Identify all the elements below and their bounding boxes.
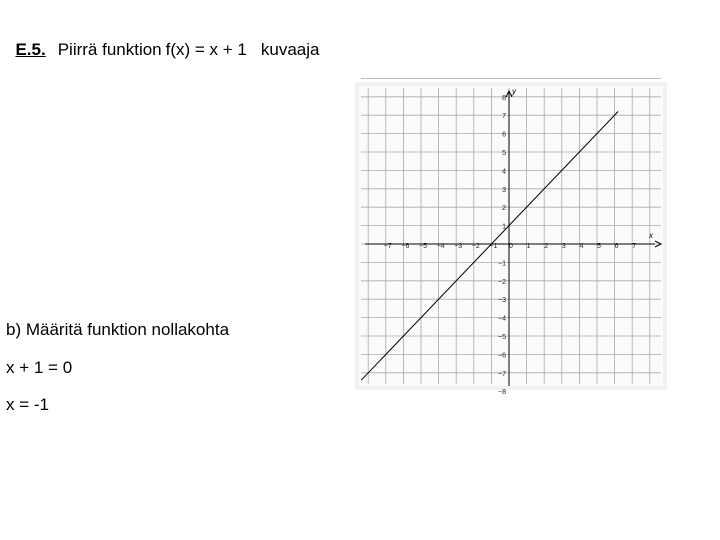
- x-tick-label: 2: [544, 243, 549, 250]
- y-tick-label: −1: [498, 260, 506, 268]
- x-tick-label: −5: [419, 243, 427, 250]
- x-tick-label: −2: [471, 243, 480, 250]
- x-tick-label: 7: [632, 243, 637, 250]
- y-tick-label: 8: [502, 94, 506, 102]
- zero-equation: x + 1 = 0: [6, 358, 73, 377]
- x-tick-label: −7: [383, 243, 392, 250]
- x-tick-label: 5: [597, 243, 601, 250]
- y-tick-label: −2: [498, 278, 506, 286]
- y-tick-label: 5: [502, 150, 506, 157]
- x-tick-label: 6: [614, 243, 619, 250]
- x-tick-label: −1: [489, 243, 498, 250]
- exercise-instruction-suffix: kuvaaja: [260, 40, 320, 59]
- y-tick-label: 7: [502, 113, 506, 121]
- y-tick-label: −4: [498, 315, 506, 323]
- y-tick-label: −5: [498, 334, 506, 341]
- function-graph: [355, 82, 667, 397]
- function-formula: f(x) = x + 1: [165, 40, 247, 59]
- y-tick-label: −8: [498, 389, 506, 397]
- part-b-question: b) Määritä funktion nollakohta: [6, 320, 230, 339]
- exercise-label: E.5.: [15, 40, 46, 59]
- x-tick-label: 0: [509, 243, 513, 250]
- y-tick-label: 4: [502, 168, 506, 176]
- x-tick-label: −3: [454, 243, 463, 250]
- x-tick-label: 4: [579, 243, 584, 250]
- y-tick-label: 6: [502, 131, 506, 139]
- y-tick-label: 2: [502, 205, 506, 213]
- exercise-instruction: Piirrä funktion: [57, 40, 162, 59]
- y-tick-label: 1: [502, 223, 506, 231]
- zero-answer: x = -1: [6, 395, 49, 414]
- exercise-heading: [6, 20, 320, 60]
- y-axis-label: y: [512, 87, 516, 96]
- y-tick-label: 3: [502, 186, 506, 194]
- x-tick-label: 1: [526, 243, 531, 250]
- x-tick-label: −6: [401, 243, 410, 250]
- y-tick-label: −6: [498, 352, 506, 360]
- y-tick-label: −3: [498, 297, 506, 305]
- y-tick-label: −7: [498, 370, 506, 378]
- x-axis-label: x: [649, 231, 653, 240]
- x-tick-label: −4: [436, 243, 445, 250]
- x-tick-label: 3: [561, 243, 566, 250]
